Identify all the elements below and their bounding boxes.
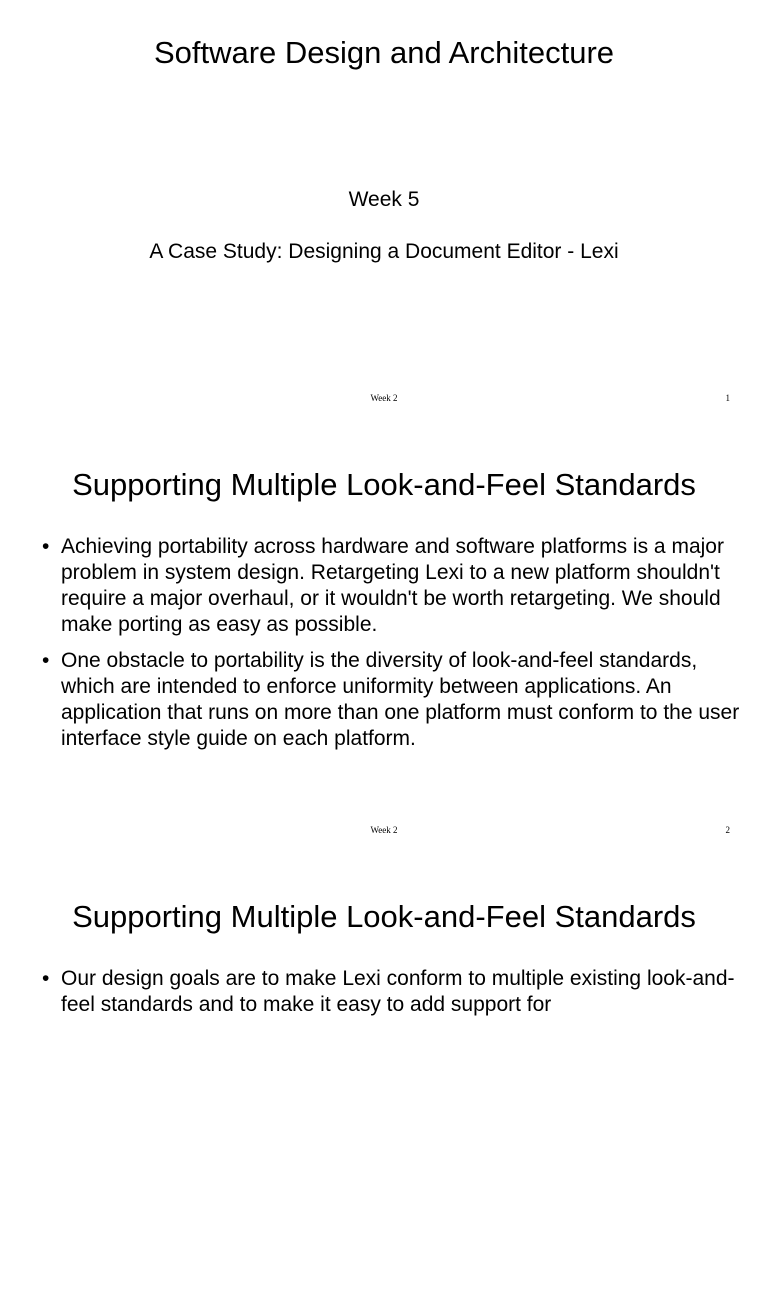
list-item: [42, 966, 742, 1018]
slide-3: [0, 864, 768, 1296]
slide-footer: Week 2: [370, 393, 398, 403]
bullet-list: [42, 534, 742, 762]
list-item: [42, 648, 742, 752]
page-number: 2: [725, 825, 730, 835]
bullet-marker: •: [42, 649, 50, 672]
bullet-marker: •: [42, 967, 50, 990]
slide-subtitle: A Case Study: Designing a Document Editor - Lexi: [149, 240, 619, 263]
slide-footer: Week 2: [370, 825, 398, 835]
bullet-text: One obstacle to portability is the diversity of look-and-feel standards, which are intended to enforce uniformity between applications. An application that runs on more than one platform must conform to the user interface style guide on each platform.: [61, 649, 740, 750]
bullet-marker: •: [42, 535, 50, 558]
bullet-text: Achieving portability across hardware and software platforms is a major problem in system design. Retargeting Lexi to a new platform shouldn't require a major overhaul, or it wouldn't be worth retargeting. We should make porting as easy as possible.: [61, 535, 724, 636]
slide-title: Supporting Multiple Look-and-Feel Standards: [72, 899, 696, 934]
list-item: [42, 534, 742, 638]
slide-title: Supporting Multiple Look-and-Feel Standards: [72, 467, 696, 502]
week-label: Week 5: [348, 188, 420, 211]
bullet-text: Our design goals are to make Lexi conform to multiple existing look-and-feel standards and to make it easy to add support for: [61, 967, 735, 1016]
slide-title: Software Design and Architecture: [153, 35, 615, 70]
page-number: 1: [725, 393, 730, 403]
bullet-list: [42, 966, 742, 1028]
slide-2: [0, 432, 768, 864]
slide-1: [0, 0, 768, 432]
